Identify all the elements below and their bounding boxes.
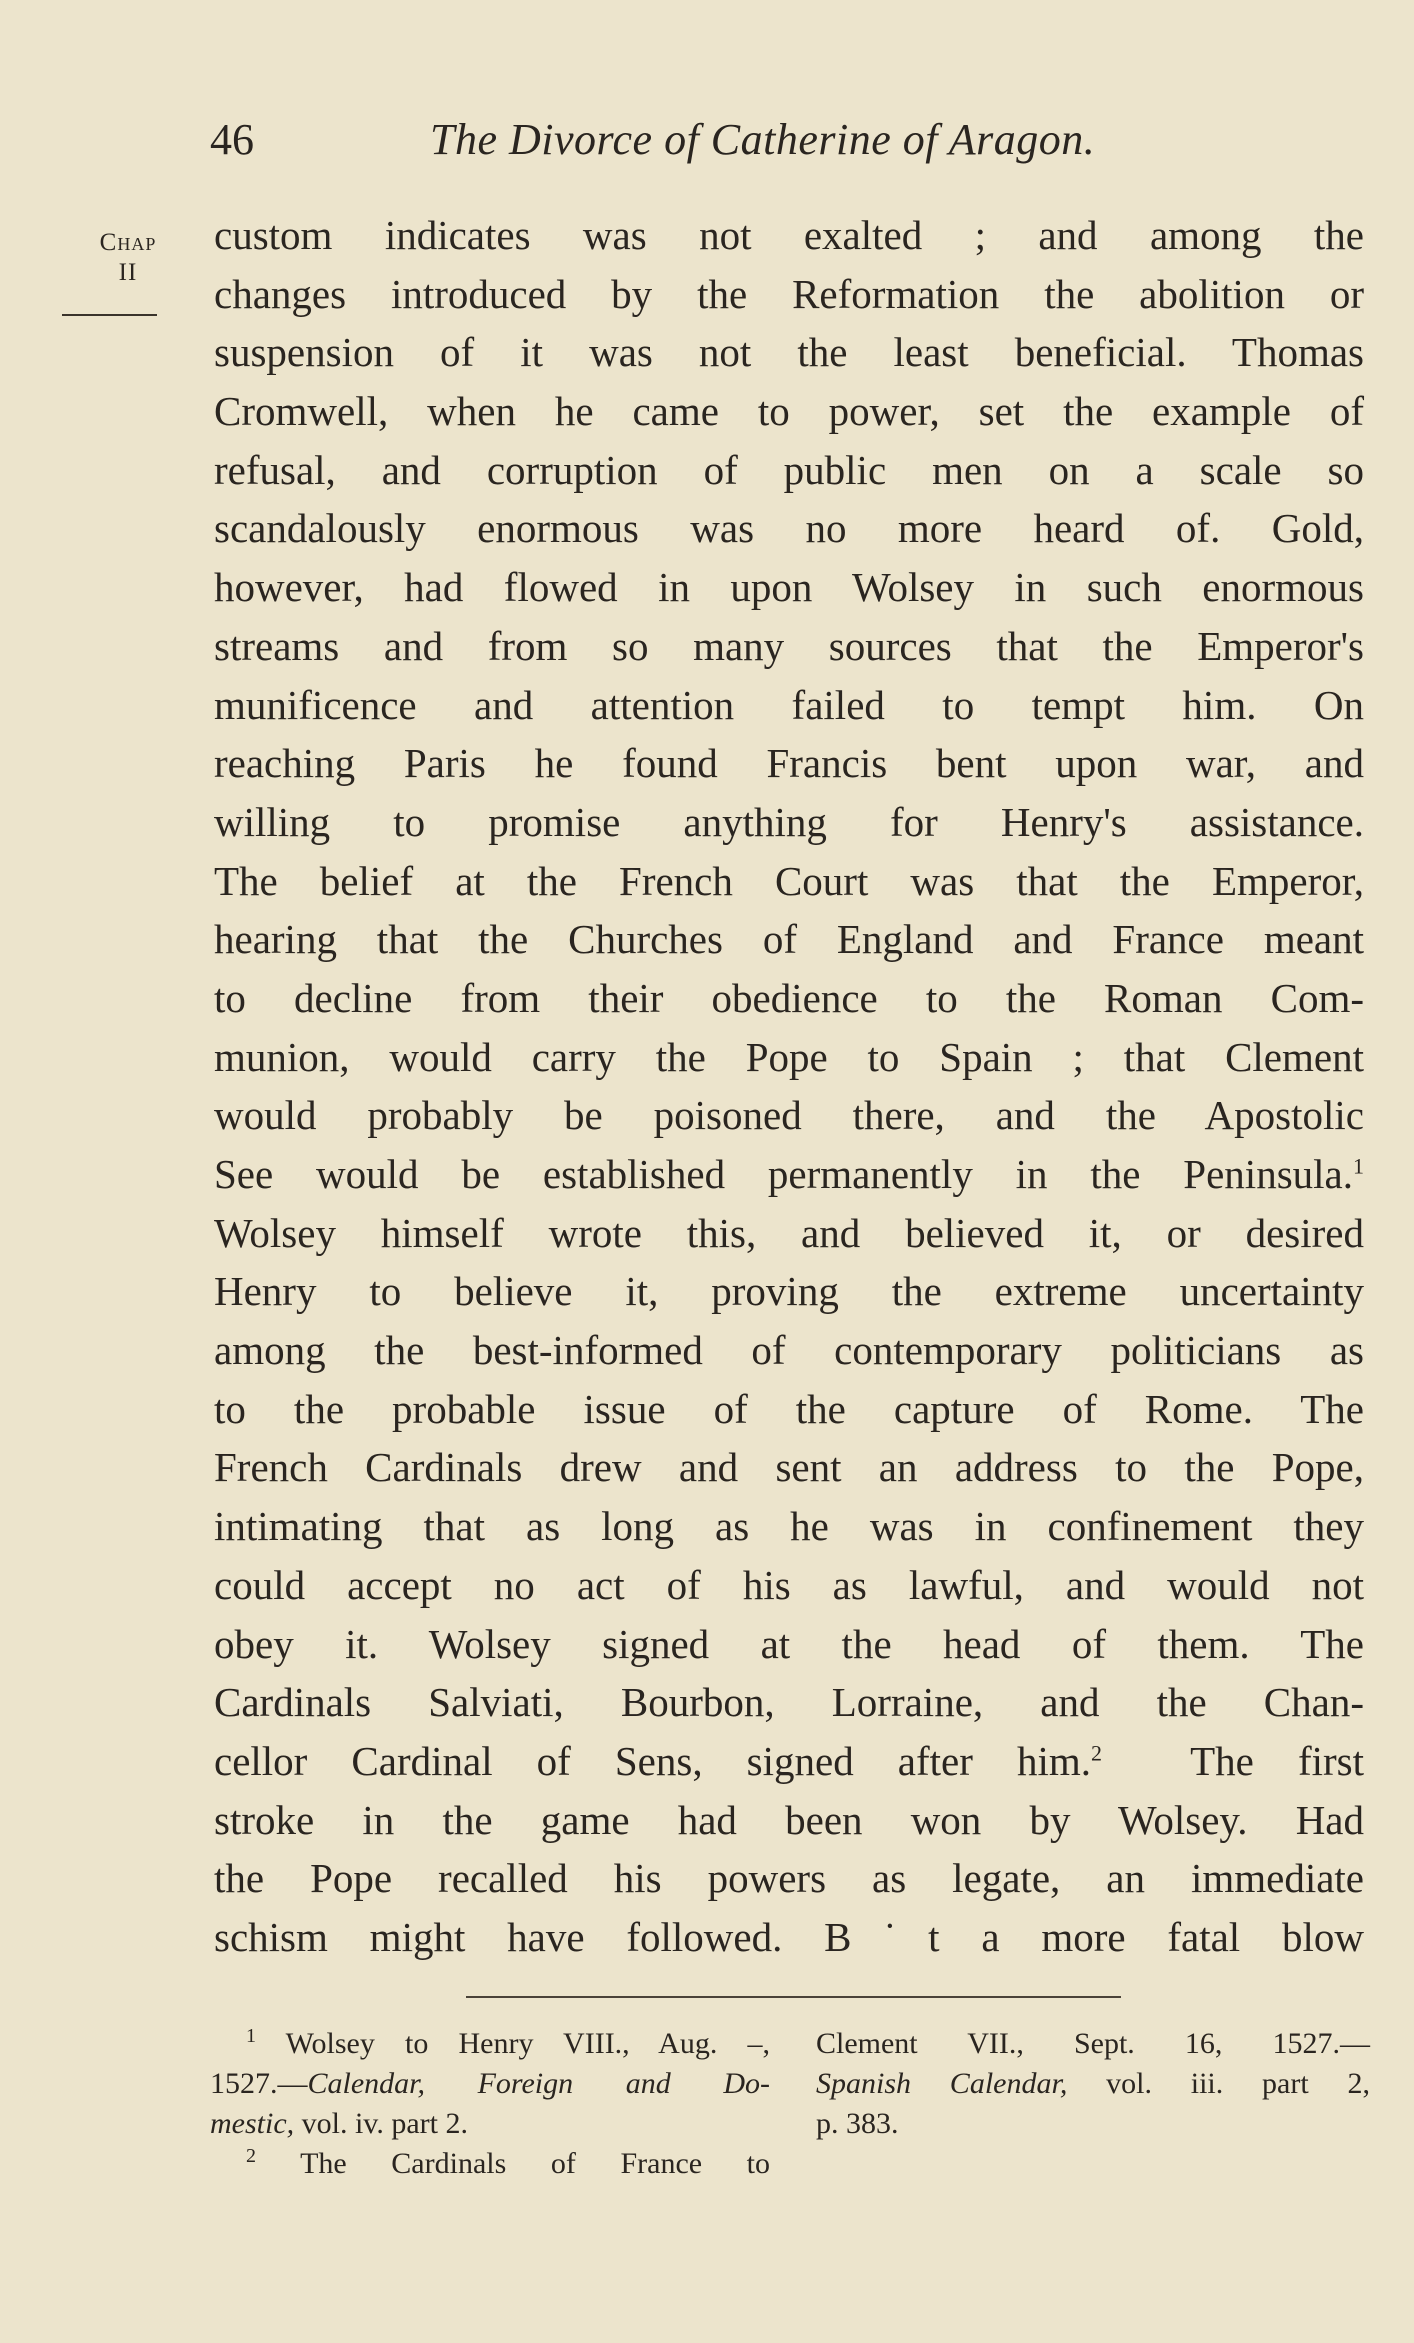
running-title: The Divorce of Catherine of Aragon.: [430, 115, 1096, 164]
running-head: [210, 110, 1370, 170]
text-line: the Pope recalled his powers as legate, an immediate: [214, 1855, 1364, 1902]
text-line: French Cardinals drew and sent an address to the Pope,: [214, 1444, 1364, 1491]
text-segment: The first: [1190, 1737, 1365, 1784]
chapter-number: II: [118, 259, 138, 286]
text-line: [214, 1145, 1364, 1204]
body-text: [214, 206, 1364, 1967]
footnote-line: Clement VII., Sept. 16, 1527.—: [816, 2027, 1370, 2060]
text-line: munion, would carry the Pope to Spain ; that Clement: [214, 1033, 1364, 1080]
footnote-italic: Spanish Calendar,: [816, 2067, 1068, 2100]
footnote-rule: [466, 1996, 1121, 1998]
text-line: willing to promise anything for Henry's assistance.: [214, 798, 1364, 845]
chapter-margin-note: [88, 228, 168, 288]
text-line: Cromwell, when he came to power, set the example of: [214, 388, 1364, 435]
text-line: obey it. Wolsey signed at the head of them. The: [214, 1620, 1364, 1667]
margin-rule: [62, 314, 157, 316]
text-segment: cellor Cardinal of Sens, signed after him.: [214, 1737, 1091, 1784]
text-line: [214, 1732, 1364, 1791]
footnote-italic: mestic,: [210, 2107, 295, 2140]
footnote-line: p. 383.: [816, 2107, 899, 2140]
text-line: streams and from so many sources that the Emperor's: [214, 622, 1364, 669]
footnote-line: [210, 2024, 770, 2064]
text-line: munificence and attention failed to tempt him. On: [214, 681, 1364, 728]
footnote-italic: Calendar, Foreign and Do-: [307, 2067, 770, 2100]
text-line: Cardinals Salviati, Bourbon, Lorraine, and the Chan-: [214, 1679, 1364, 1726]
footnote-line: [210, 2144, 770, 2184]
text-line: however, had flowed in upon Wolsey in such enormous: [214, 564, 1364, 611]
text-line: would probably be poisoned there, and the Apostolic: [214, 1092, 1364, 1139]
text-line: to the probable issue of the capture of Rome. The: [214, 1385, 1364, 1432]
footnote-line: [210, 2104, 770, 2144]
text-line: intimating that as long as he was in confinement they: [214, 1503, 1364, 1550]
text-line: to decline from their obedience to the Roman Com-: [214, 974, 1364, 1021]
text-line: custom indicates was not exalted ; and among the: [214, 212, 1364, 258]
footnote-line: [210, 2064, 770, 2104]
text-line: refusal, and corruption of public men on a scale so: [214, 446, 1364, 493]
page-number: 46: [210, 115, 254, 164]
text-line: schism might have followed. B˙t a more fatal blow: [214, 1913, 1364, 1960]
footnote-column-left: [210, 2024, 770, 2184]
text-line: Henry to believe it, proving the extreme uncertainty: [214, 1268, 1364, 1315]
text-line: reaching Paris he found Francis bent upon war, and: [214, 740, 1364, 787]
text-line: scandalously enormous was no more heard of. Gold,: [214, 505, 1364, 552]
text-segment: See would be established permanently in the Peninsula.: [214, 1151, 1353, 1197]
footnote-mark: 2: [246, 2145, 256, 2167]
text-line: changes introduced by the Reformation the abolition or: [214, 270, 1364, 317]
footnote-text: vol. iii. part 2,: [1106, 2067, 1370, 2100]
footnote-ref: 1: [1353, 1153, 1364, 1179]
chapter-label: Chap: [99, 229, 157, 256]
footnote-text: Wolsey to Henry VIII., Aug. –,: [285, 2027, 770, 2060]
footnote-line: [816, 2064, 1370, 2104]
text-line: among the best-informed of contemporary politicians as: [214, 1327, 1364, 1374]
footnote-column-right: [816, 2024, 1370, 2144]
footnote-text: 1527.—: [210, 2067, 308, 2100]
text-line: stroke in the game had been won by Wolsey. Had: [214, 1796, 1364, 1843]
text-line: Wolsey himself wrote this, and believed it, or desired: [214, 1209, 1364, 1256]
footnote-text: The Cardinals of France to: [300, 2147, 770, 2180]
footnote-mark: 1: [246, 2025, 256, 2047]
text-segment: [1102, 1738, 1190, 1784]
footnote-ref: 2: [1090, 1740, 1102, 1766]
footnote-text: vol. iv. part 2.: [301, 2107, 469, 2140]
text-line: suspension of it was not the least beneficial. Thomas: [214, 329, 1364, 376]
text-line: hearing that the Churches of England and France meant: [214, 916, 1364, 963]
text-line: could accept no act of his as lawful, and would not: [214, 1561, 1364, 1608]
text-line: The belief at the French Court was that the Emperor,: [214, 857, 1364, 904]
